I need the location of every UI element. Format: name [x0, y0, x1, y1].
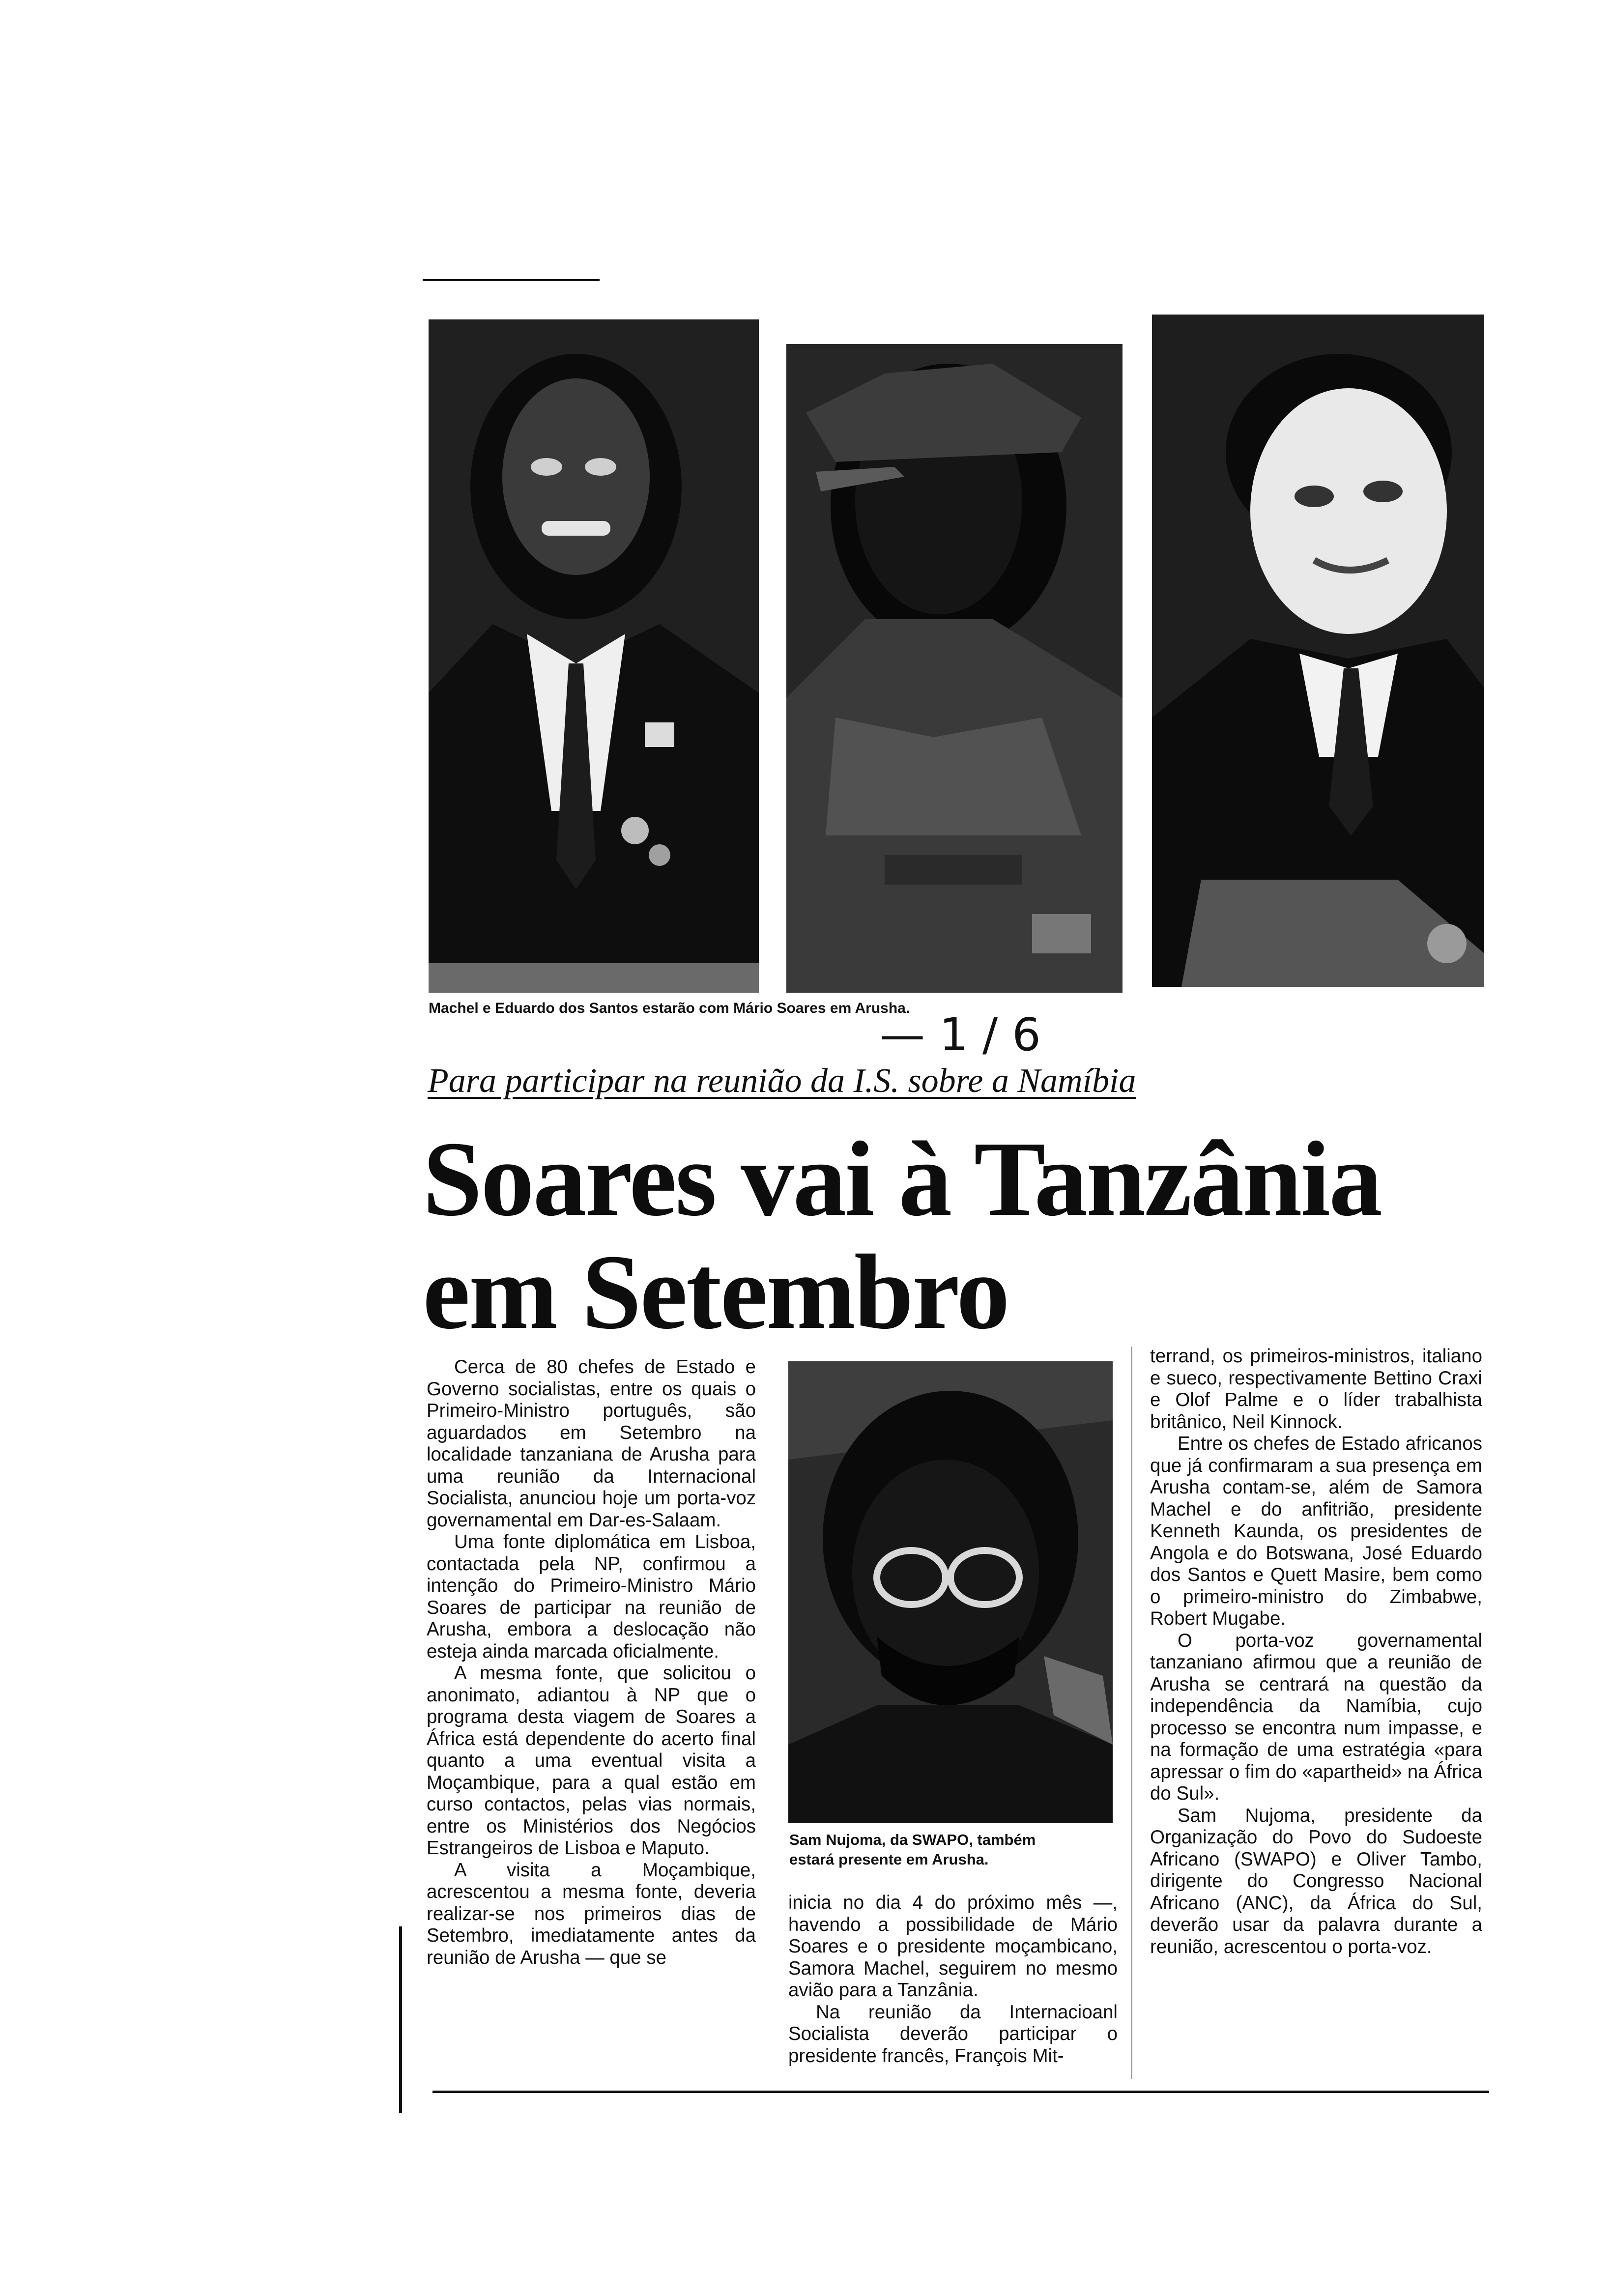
article-paragraph: Cerca de 80 chefes de Estado e Governo socialistas, entre os quais o Primeiro-Ministro português, são aguardados em Setembro na localidade tanzaniana de Arusha para uma reunião da Internacional Socialista, anunciou hoje um porta-voz governamental em Dar-es-Salaam.: [427, 1356, 756, 1531]
nujoma-photo-caption-line-2: estará presente em Arusha.: [789, 1851, 989, 1868]
photo-eduardo-dos-santos: [786, 344, 1123, 993]
article-paragraph: Entre os chefes de Estado africanos que já confirmaram a sua presença em Arusha contam-se, além de Samora Machel e do anfitrião, presidente Kenneth Kaunda, os presidentes de Angola e do Botswana, José Eduardo dos Santos e Quett Masire, bem como o primeiro-ministro do Zimbabwe, Robert Mugabe.: [1150, 1433, 1482, 1629]
portrait-image: [786, 344, 1123, 993]
column-divider: [1131, 1347, 1132, 2079]
kicker: Para participar na reunião da I.S. sobre a Namíbia: [428, 1062, 1136, 1100]
article-column-2: [788, 1892, 1118, 2079]
bottom-rule: [432, 2091, 1489, 2093]
top-photo-caption: Machel e Eduardo dos Santos estarão com Mário Soares em Arusha.: [429, 1000, 910, 1016]
handwritten-mark: — 1 / 6: [880, 1008, 1041, 1061]
article-paragraph: Sam Nujoma, presidente da Organização do Povo do Sudoeste Africano (SWAPO) e Oliver Tambo, dirigente do Congresso Nacional Africano (ANC), da África do Sul, deverão usar da palavra durante a reunião, acrescentou o porta-voz.: [1150, 1805, 1482, 1957]
portrait-image: [429, 319, 759, 993]
headline-line-2: em Setembro: [423, 1233, 1008, 1351]
headline-line-1: Soares vai à Tanzânia: [423, 1120, 1381, 1238]
portrait-image: [788, 1361, 1113, 1823]
article-paragraph: A mesma fonte, que solicitou o anonimato, adiantou à NP que o programa desta viagem de Soares a África está dependente do acerto final quanto a uma eventual visita a Moçambique, para a qual estão em curso contactos, pelas vias normais, entre os Ministérios dos Negócios Estrangeiros de Lisboa e Maputo.: [427, 1663, 756, 1859]
article-column-3: [1150, 1346, 1482, 2083]
article-paragraph: O porta-voz governamental tanzaniano afirmou que a reunião de Arusha se centrará na questão da independência da Namíbia, cujo processo se encontra num impasse, e na formação de uma estratégia «para apressar o fim do «apartheid» na África do Sul».: [1150, 1630, 1482, 1804]
portrait-image: [1152, 315, 1484, 987]
article-paragraph: terrand, os primeiros-ministros, italiano e sueco, respectivamente Bettino Craxi e Olof Palme e o líder trabalhista britânico, Neil Kinnock.: [1150, 1346, 1482, 1433]
photo-mario-soares: [1152, 315, 1484, 987]
top-rule: [423, 279, 600, 281]
photo-sam-nujoma: [788, 1361, 1113, 1823]
article-paragraph: A visita a Moçambique, acrescentou a mesma fonte, deveria realizar-se nos primeiros dias de Setembro, imediatamente antes da reunião de Arusha — que se: [427, 1859, 756, 1968]
article-paragraph: inicia no dia 4 do próximo mês —, havendo a possibilidade de Mário Soares e o presidente moçambicano, Samora Machel, seguirem no mesmo avião para a Tanzânia.: [788, 1892, 1118, 2001]
article-column-1: [427, 1356, 756, 2079]
article-paragraph: Na reunião da Internacioanl Socialista deverão participar o presidente francês, François Mit-: [788, 2001, 1118, 2066]
article-paragraph: Uma fonte diplomática em Lisboa, contactada pela NP, confirmou a intenção do Primeiro-Ministro Mário Soares de participar na reunião de Arusha, embora a deslocação não esteja ainda marcada oficialmente.: [427, 1531, 756, 1662]
photo-machel: [429, 319, 759, 993]
margin-mark: [399, 1926, 402, 2113]
nujoma-photo-caption-line-1: Sam Nujoma, da SWAPO, também: [789, 1831, 1036, 1848]
